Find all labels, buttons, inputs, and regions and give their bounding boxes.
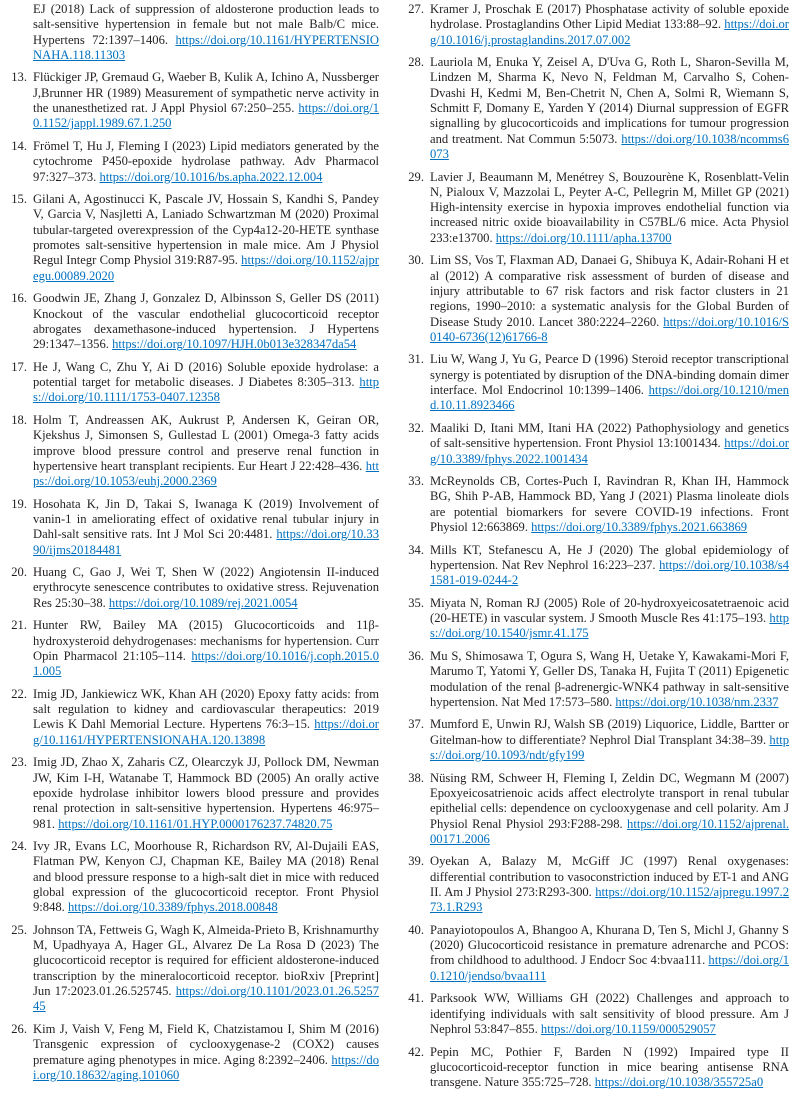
reference-text: Kim J, Vaish V, Feng M, Field K, Chatzistamou I, Shim M (2016) Transgenic expression of cyclooxygenase-2 (COX2) causes premature aging phenotypes in mice. Aging 8:2392–2406. <box>33 1021 379 1067</box>
reference-number: 16. <box>11 291 27 306</box>
reference-item <box>404 771 789 847</box>
reference-number: 36. <box>408 648 424 663</box>
reference-text: Imig JD, Zhao X, Zaharis CZ, Olearczyk JJ, Pollock DM, Newman JW, Kim I-H, Watanabe T, Hammock BD (2005) An orally active epoxide hydrolase inhibitor lowers blood pressure and provides renal protection in salt-sensitive hypertension. Hypertens 46:975–981. <box>33 755 379 831</box>
doi-link[interactable]: https://doi.org/10.1159/000529057 <box>540 1021 716 1036</box>
reference-number: 31. <box>408 352 424 367</box>
reference-item <box>7 70 379 131</box>
reference-item <box>404 854 789 915</box>
reference-text: Ivy JR, Evans LC, Moorhouse R, Richardson RV, Al-Dujaili EAS, Flatman PW, Kenyon CJ, Chapman KE, Bailey MA (2018) Renal and blood pressure response to a high-salt diet in mice with reduced global expression of the glucocorticoid receptor. Front Physiol 9:848. <box>33 839 379 915</box>
doi-link[interactable]: https://doi.org/10.18632/aging.101060 <box>33 1052 379 1082</box>
reference-text: Johnson TA, Fettweis G, Wagh K, Almeida-Prieto B, Krishnamurthy M, Upadhyaya A, Hager GL, Alvarez De La Rosa D (2023) The glucocorticoid receptor is required for efficient aldosterone-induced transcription by the mineralocorticoid receptor. bioRxiv [Preprint] Jun 17:2023.01.26.525745. <box>33 922 379 999</box>
reference-item <box>7 1022 379 1083</box>
doi-link[interactable]: https://doi.org/10.1161/HYPERTENSIONAHA.120.13898 <box>33 717 379 747</box>
doi-link[interactable]: https://doi.org/10.3390/ijms20184481 <box>33 527 379 557</box>
reference-item <box>7 923 379 1015</box>
reference-number: 38. <box>408 770 424 785</box>
doi-link[interactable]: https://doi.org/10.1016/j.coph.2015.01.005 <box>33 648 379 679</box>
reference-number: 26. <box>11 1021 27 1036</box>
reference-item <box>404 474 789 535</box>
reference-item <box>404 649 789 710</box>
reference-item <box>404 2 789 48</box>
doi-link[interactable]: https://doi.org/10.1053/euhj.2000.2369 <box>33 458 379 489</box>
reference-text: Parksook WW, Williams GH (2022) Challenges and approach to identifying individuals with salt sensitivity of blood pressure. Am J Nephrol 53:847–855. <box>430 991 789 1036</box>
reference-item <box>404 717 789 763</box>
reference-text: Mumford E, Unwin RJ, Walsh SB (2019) Liquorice, Liddle, Bartter or Gitelman-how to differentiate? Nephrol Dial Transplant 34:38–39. <box>430 717 789 747</box>
reference-text: Kramer J, Proschak E (2017) Phosphatase activity of soluble epoxide hydrolase. Prostaglandins Other Lipid Mediat 133:88–92. <box>430 2 789 32</box>
reference-text: Imig JD, Jankiewicz WK, Khan AH (2020) Epoxy fatty acids: from salt regulation to kidney and cardiovascular therapeutics: 2019 Lewis K Dahl Memorial Lecture. Hypertens 76:3–15. <box>33 686 379 732</box>
reference-item <box>7 565 379 611</box>
reference-item <box>404 1045 789 1091</box>
doi-link[interactable]: https://doi.org/10.1161/HYPERTENSIONAHA.118.11303 <box>33 32 379 62</box>
reference-text: Lavier J, Beaumann M, Menétrey S, Bouzourène K, Rosenblatt-Velin N, Pialoux V, Mazzolai L, Peyter A-C, Pellegrin M, Millet GP (2021) High-intensity exercise in hypoxia improves endothelial function via increased nitric oxide bioavailability in C57BL/6 mice. Acta Physiol 233:e13700. <box>430 169 789 245</box>
reference-item <box>7 139 379 185</box>
reference-text: EJ (2018) Lack of suppression of aldosterone production leads to salt-sensitive hypertension in female but not male Balb/C mice. Hypertens 72:1397–1406. <box>33 2 379 47</box>
reference-number: 37. <box>408 717 424 732</box>
doi-link[interactable]: https://doi.org/10.1152/ajpregu.00089.2020 <box>33 253 379 283</box>
reference-number: 29. <box>408 169 424 184</box>
reference-text: Hosohata K, Jin D, Takai S, Iwanaga K (2019) Involvement of vanin-1 in ameliorating effect of oxidative renal tubular injury in Dahl-salt sensitive rats. Int J Mol Sci 20:4481. <box>33 496 379 542</box>
reference-item <box>404 253 789 345</box>
doi-link[interactable]: https://doi.org/10.1097/HJH.0b013e328347da54 <box>112 337 357 352</box>
reference-number: 35. <box>408 595 424 610</box>
doi-link[interactable]: https://doi.org/10.1111/apha.13700 <box>495 230 672 245</box>
reference-text: Huang C, Gao J, Wei T, Shen W (2022) Angiotensin II-induced erythrocyte senescence contributes to oxidative stress. Rejuvenation Res 25:30–38. <box>33 565 379 610</box>
reference-text: Frömel T, Hu J, Fleming I (2023) Lipid mediators generated by the cytochrome P450-epoxide hydrolase pathway. Adv Pharmacol 97:327–373. <box>33 138 379 184</box>
reference-item <box>7 497 379 558</box>
reference-number: 15. <box>11 192 27 207</box>
reference-item <box>7 839 379 915</box>
reference-text: Lim SS, Vos T, Flaxman AD, Danaei G, Shibuya K, Adair-Rohani H et al (2012) A comparative risk assessment of burden of disease and injury attributable to 67 risk factors and risk factor clusters in 21 regions, 1990–2010: a systematic analysis for the Global Burden of Disease Study 2010. Lancet 380:2224–2260. <box>430 253 789 329</box>
reference-item <box>404 352 789 413</box>
reference-number: 40. <box>408 922 424 937</box>
doi-link[interactable]: https://doi.org/10.1152/ajpregu.1997.273.1.R293 <box>430 885 789 915</box>
doi-link[interactable]: https://doi.org/10.1540/jsmr.41.175 <box>430 611 789 641</box>
reference-item <box>7 413 379 489</box>
reference-text: Oyekan A, Balazy M, McGiff JC (1997) Renal oxygenases: differential contribution to vasoconstriction induced by ET-1 and ANG II. Am J Physiol 273:R293-300. <box>430 854 789 899</box>
reference-number: 34. <box>408 542 424 557</box>
doi-link[interactable]: https://doi.org/10.1101/2023.01.26.525745 <box>33 984 379 1014</box>
reference-number: 24. <box>11 839 27 854</box>
reference-text: He J, Wang C, Zhu Y, Ai D (2016) Soluble epoxide hydrolase: a potential target for metabolic diseases. J Diabetes 8:305–313. <box>33 359 379 390</box>
reference-number: 32. <box>408 420 424 435</box>
doi-link[interactable]: https://doi.org/10.1093/ndt/gfy199 <box>430 732 789 763</box>
reference-number: 17. <box>11 359 27 374</box>
reference-number: 22. <box>11 686 27 701</box>
reference-item <box>7 291 379 352</box>
reference-item <box>404 991 789 1037</box>
reference-number: 33. <box>408 474 424 489</box>
reference-text: McReynolds CB, Cortes-Puch I, Ravindran R, Khan IH, Hammock BG, Shih P-AB, Hammock BD, Yang J (2021) Plasma linoleate diols are potential biomarkers for severe COVID-19 infections. Front Physiol 12:663869. <box>430 474 789 534</box>
reference-text: Liu W, Wang J, Yu G, Pearce D (1996) Steroid receptor transcriptional synergy is potentiated by disruption of the DNA-binding domain dimer interface. Mol Endocrinol 10:1399–1406. <box>430 352 789 398</box>
reference-item <box>7 687 379 748</box>
reference-number: 30. <box>408 253 424 268</box>
reference-item <box>404 596 789 642</box>
doi-link[interactable]: https://doi.org/10.1152/jappl.1989.67.1.250 <box>33 101 379 131</box>
reference-number: 23. <box>11 755 27 770</box>
reference-item <box>7 755 379 831</box>
reference-item <box>7 2 379 63</box>
reference-number: 13. <box>11 70 27 85</box>
doi-link[interactable]: https://doi.org/10.3389/fphys.2018.00848 <box>67 900 278 915</box>
reference-text: Miyata N, Roman RJ (2005) Role of 20-hydroxyeicosatetraenoic acid (20-HETE) in vascular system. J Smooth Muscle Res 41:175–193. <box>430 595 789 626</box>
reference-number: 14. <box>11 138 27 153</box>
reference-item <box>7 360 379 406</box>
doi-link[interactable]: https://doi.org/10.1161/01.HYP.0000176237.74820.75 <box>58 816 333 831</box>
reference-text: Nüsing RM, Schweer H, Fleming I, Zeldin DC, Wegmann M (2007) Epoxyeicosatrienoic acids affect electrolyte transport in renal tubular epithelial cells: dependence on cyclooxygenase and cell polarity. Am J Physiol Renal Physiol 293:F288-298. <box>430 770 789 831</box>
reference-text: Gilani A, Agostinucci K, Pascale JV, Hossain S, Kandhi S, Pandey V, Garcia V, Nasjletti A, Laniado Schwartzman M (2020) Proximal tubular-targeted overexpression of the Cyp4a12-20-HETE synthase promotes salt-sensitive hypertension in male mice. Am J Physiol Regul Integr Comp Physiol 319:R87-95. <box>33 192 379 268</box>
reference-number: 19. <box>11 496 27 511</box>
doi-link[interactable]: https://doi.org/10.1038/ncomms6073 <box>430 131 789 161</box>
reference-number: 27. <box>408 2 424 16</box>
doi-link[interactable]: https://doi.org/10.1016/j.prostaglandins.2017.07.002 <box>430 17 789 47</box>
doi-link[interactable]: https://doi.org/10.1016/bs.apha.2022.12.004 <box>99 169 323 184</box>
doi-link[interactable]: https://doi.org/10.1038/s41581-019-0244-2 <box>430 557 789 588</box>
doi-link[interactable]: https://doi.org/10.1210/mend.10.11.8923466 <box>430 383 789 413</box>
reference-item <box>404 55 789 162</box>
reference-number: 41. <box>408 991 424 1006</box>
doi-link[interactable]: https://doi.org/10.1038/355725a0 <box>594 1075 764 1090</box>
reference-text: Hunter RW, Bailey MA (2015) Glucocorticoids and 11β-hydroxysteroid dehydrogenases: mechanisms for hypertension. Curr Opin Pharmacol 21:105–114. <box>33 618 379 663</box>
reference-item <box>404 923 789 984</box>
doi-link[interactable]: https://doi.org/10.3389/fphys.2021.663869 <box>531 519 748 534</box>
reference-number: 20. <box>11 565 27 580</box>
doi-link[interactable]: https://doi.org/10.1089/rej.2021.0054 <box>108 595 298 610</box>
reference-text: Panayiotopoulos A, Bhangoo A, Khurana D, Ten S, Michl J, Ghanny S (2020) Glucocorticoid resistance in premature adrenarche and PCOS: from childhood to adulthood. J Endocr Soc 4:bvaa111. <box>430 922 789 968</box>
reference-item <box>7 618 379 679</box>
reference-item <box>404 543 789 589</box>
reference-text: Mills KT, Stefanescu A, He J (2020) The global epidemiology of hypertension. Nat Rev Nephrol 16:223–237. <box>430 542 789 572</box>
reference-number: 42. <box>408 1044 424 1059</box>
reference-number: 21. <box>11 618 27 633</box>
reference-text: Pepin MC, Pothier F, Barden N (1992) Impaired type II glucocorticoid-receptor function in mice bearing antisense RNA transgene. Nature 355:725–728. <box>430 1044 789 1090</box>
doi-link[interactable]: https://doi.org/10.1038/nm.2337 <box>615 694 779 709</box>
reference-text: Mu S, Shimosawa T, Ogura S, Wang H, Uetake Y, Kawakami-Mori F, Marumo T, Yatomi Y, Geller DS, Tanaka H, Fujita T (2011) Epigenetic modulation of the renal β-adrenergic-WNK4 pathway in salt-sensitive hypertension. Nat Med 17:573–580. <box>430 648 789 709</box>
reference-item <box>7 192 379 284</box>
reference-number: 25. <box>11 922 27 937</box>
reference-number: 28. <box>408 55 424 70</box>
doi-link[interactable]: https://doi.org/10.1016/S0140-6736(12)61766-8 <box>430 314 789 344</box>
reference-text: Goodwin JE, Zhang J, Gonzalez D, Albinsson S, Geller DS (2011) Knockout of the vascular endothelial glucocorticoid receptor abrogates dexamethasone-induced hypertension. J Hypertens 29:1347–1356. <box>33 291 379 352</box>
doi-link[interactable]: https://doi.org/10.1210/jendso/bvaa111 <box>430 953 789 983</box>
doi-link[interactable]: https://doi.org/10.1152/ajprenal.00171.2006 <box>430 816 789 846</box>
doi-link[interactable]: https://doi.org/10.3389/fphys.2022.1001434 <box>430 436 789 466</box>
reference-column-left <box>7 2 379 1090</box>
reference-column-right <box>404 2 789 1098</box>
reference-text: Holm T, Andreassen AK, Aukrust P, Andersen K, Geiran OR, Kjekshus J, Simonsen S, Gullestad L (2001) Omega-3 fatty acids improve blood pressure control and preserve renal function in hypertensive heart transplant recipients. Eur Heart J 22:428–436. <box>33 412 379 473</box>
reference-text: Maaliki D, Itani MM, Itani HA (2022) Pathophysiology and genetics of salt-sensitive hypertension. Front Physiol 13:1001434. <box>430 420 789 451</box>
doi-link[interactable]: https://doi.org/10.1111/1753-0407.12358 <box>33 375 379 405</box>
reference-number: 39. <box>408 854 424 869</box>
reference-item <box>404 170 789 246</box>
reference-number: 18. <box>11 412 27 427</box>
reference-text: Flückiger JP, Gremaud G, Waeber B, Kulik A, Ichino A, Nussberger J,Brunner HR (1989) Measurement of sympathetic nerve activity in the unanesthetized rat. J Appl Physiol 67:250–255. <box>33 70 379 116</box>
reference-text: Lauriola M, Enuka Y, Zeisel A, D'Uva G, Roth L, Sharon-Sevilla M, Lindzen M, Sharma K, Nevo N, Feldman M, Carvalho S, Cohen-Dvashi H, Kedmi M, Ben-Chetrit N, Chen A, Solmi R, Wiemann S, Schmitt F, Domany E, Yarden Y (2014) Diurnal suppression of EGFR signalling by glucocorticoids and implications for tumour progression and treatment. Nat Commun 5:5073. <box>430 55 789 146</box>
reference-item <box>404 421 789 467</box>
